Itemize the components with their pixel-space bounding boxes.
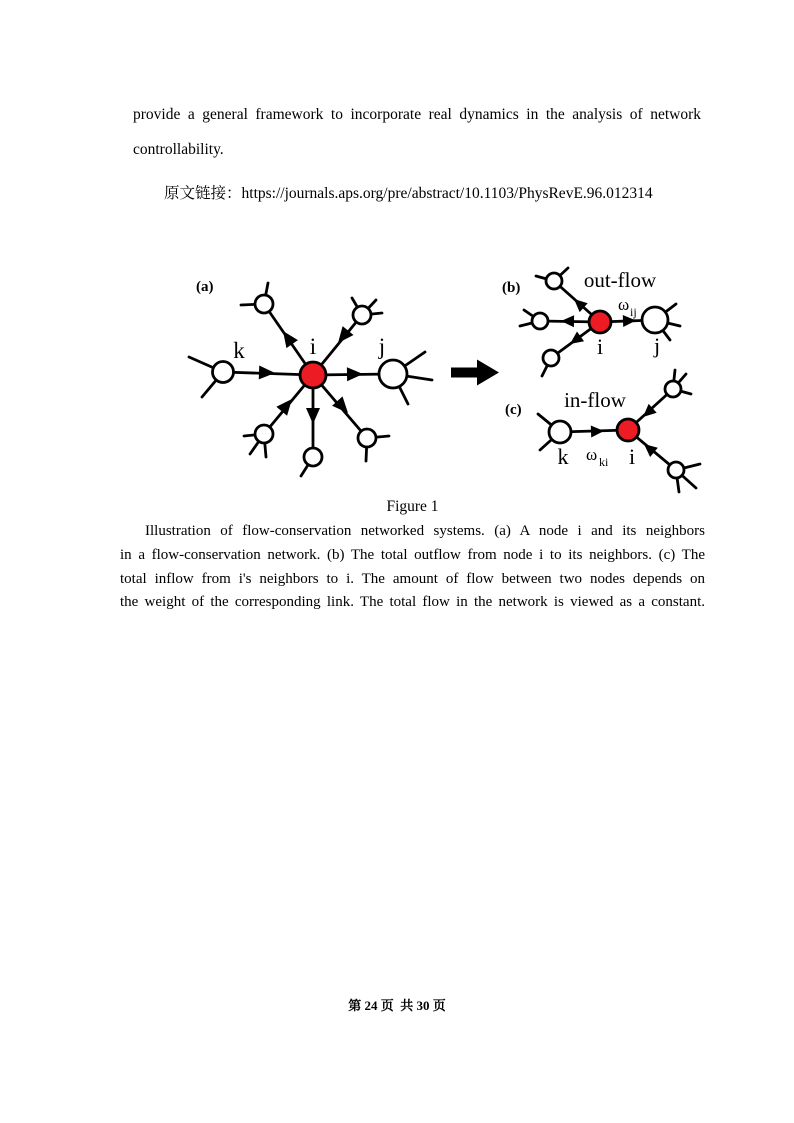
neighbor-node [543, 350, 559, 366]
neighbor-node [304, 448, 322, 466]
figure-title: Figure 1 [386, 498, 439, 515]
neighbor-node [358, 429, 376, 447]
source-link-url[interactable]: https://journals.aps.org/pre/abstract/10.1103/PhysRevE.96.012314 [241, 185, 653, 202]
omega-ij: ω [618, 295, 630, 314]
in-flow-title: in-flow [564, 388, 626, 412]
label-k: k [557, 444, 569, 469]
label-j: j [378, 334, 386, 359]
label-i: i [309, 334, 317, 359]
omega-ij-subscript: ij [630, 305, 637, 319]
caption-line: in a flow-conservation network. (b) The total outflow from node i to its neighbors. (c) The [120, 546, 705, 563]
node-j [379, 360, 407, 388]
neighbor-node [668, 462, 684, 478]
out-flow-title: out-flow [583, 268, 657, 292]
flow-network-diagram [170, 250, 710, 495]
neighbor-node [665, 381, 681, 397]
panel-a-label: (a) [196, 279, 214, 295]
node-k [213, 362, 234, 383]
panel-b-label: (b) [502, 280, 521, 296]
node-j [642, 307, 668, 333]
caption-line: total inflow from i's neighbors to i. The amount of flow between two nodes depends on [120, 570, 705, 587]
label-i: i [628, 444, 636, 469]
right-arrow-icon [451, 360, 499, 386]
body-line: provide a general framework to incorporate real dynamics in the analysis of network [133, 106, 701, 123]
figure-1-image [170, 250, 710, 495]
node-i-red [617, 419, 639, 441]
node-i-red [589, 311, 611, 333]
panel-c-label: (c) [505, 402, 522, 418]
neighbor-node [255, 425, 273, 443]
caption-line: the weight of the corresponding link. The total flow in the network is viewed as a constant. [120, 594, 705, 611]
body-paragraph [133, 97, 701, 167]
caption-line: Illustration of flow-conservation networked systems. (a) A node i and its neighbors [145, 523, 705, 539]
omega-ki-subscript: ki [599, 455, 609, 469]
panel-c [505, 370, 700, 492]
neighbor-node [532, 313, 548, 329]
panel-b [502, 268, 680, 376]
source-link-row [164, 181, 744, 207]
neighbor-node [255, 295, 273, 313]
omega-ki: ω [586, 445, 598, 464]
label-k: k [233, 338, 245, 363]
source-link-label: 原文链接： [164, 185, 242, 202]
figure-caption [120, 520, 705, 615]
body-line: controllability. [133, 141, 224, 158]
panel-a [189, 279, 432, 476]
neighbor-node [546, 273, 562, 289]
neighbor-node [353, 306, 371, 324]
node-i-red [300, 362, 326, 388]
label-j: j [653, 333, 661, 358]
label-i: i [596, 334, 604, 359]
page-number-footer: 第 24 页 共 30 页 [348, 998, 446, 1013]
node-k [549, 421, 571, 443]
